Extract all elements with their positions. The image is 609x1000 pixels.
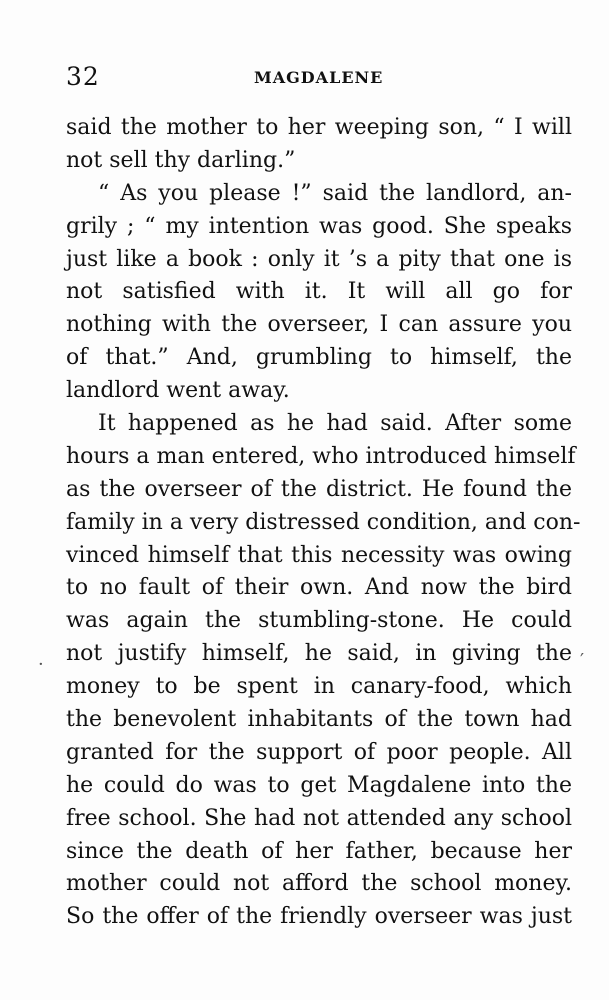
page-header [66, 62, 557, 96]
text-line: vinced himself that this necessity was owing [66, 542, 572, 568]
running-head: MAGDALENE [254, 68, 384, 87]
text-line: of that.” And, grumbling to himself, the [66, 345, 572, 371]
text-line: since the death of her father, because her [66, 838, 572, 864]
text-line: family in a very distressed condition, and con- [66, 509, 581, 535]
text-line: said the mother to her weeping son, “ I will [66, 115, 572, 140]
text-line: “ As you please !” said the landlord, an- [98, 180, 572, 206]
text-line: to no fault of their own. And now the bird [66, 575, 572, 601]
text-line: he could do was to get Magdalene into the [66, 772, 572, 798]
text-line: was again the stumbling-stone. He could [66, 608, 572, 634]
text-line: grily ; “ my intention was good. She speaks [66, 213, 572, 239]
text-line: So the offer of the friendly overseer was just [66, 904, 572, 930]
text-line: money to be spent in canary-food, which [66, 674, 572, 700]
text-line: free school. She had not attended any school [66, 805, 572, 831]
text-line: hours a man entered, who introduced himself [66, 443, 576, 469]
text-line: not sell thy darling.” [66, 147, 296, 173]
text-line: the benevolent inhabitants of the town had [66, 707, 572, 733]
page-number: 32 [66, 62, 100, 91]
text-line: granted for the support of poor people. All [66, 739, 572, 765]
text-line: It happened as he had said. After some [98, 411, 572, 437]
text-line: not justify himself, he said, in giving the [66, 641, 572, 667]
margin-tick-mark: ′ [580, 650, 585, 671]
text-line: not satisfied with it. It will all go for [66, 279, 572, 305]
margin-dot-mark: · [38, 654, 44, 675]
text-line: mother could not afford the school money. [66, 871, 572, 897]
text-line: as the overseer of the district. He found the [66, 476, 572, 502]
text-line: just like a book : only it ’s a pity that one is [66, 246, 572, 272]
body-text [66, 112, 581, 934]
text-line: landlord went away. [66, 378, 290, 404]
text-line: nothing with the overseer, I can assure you [66, 312, 572, 338]
